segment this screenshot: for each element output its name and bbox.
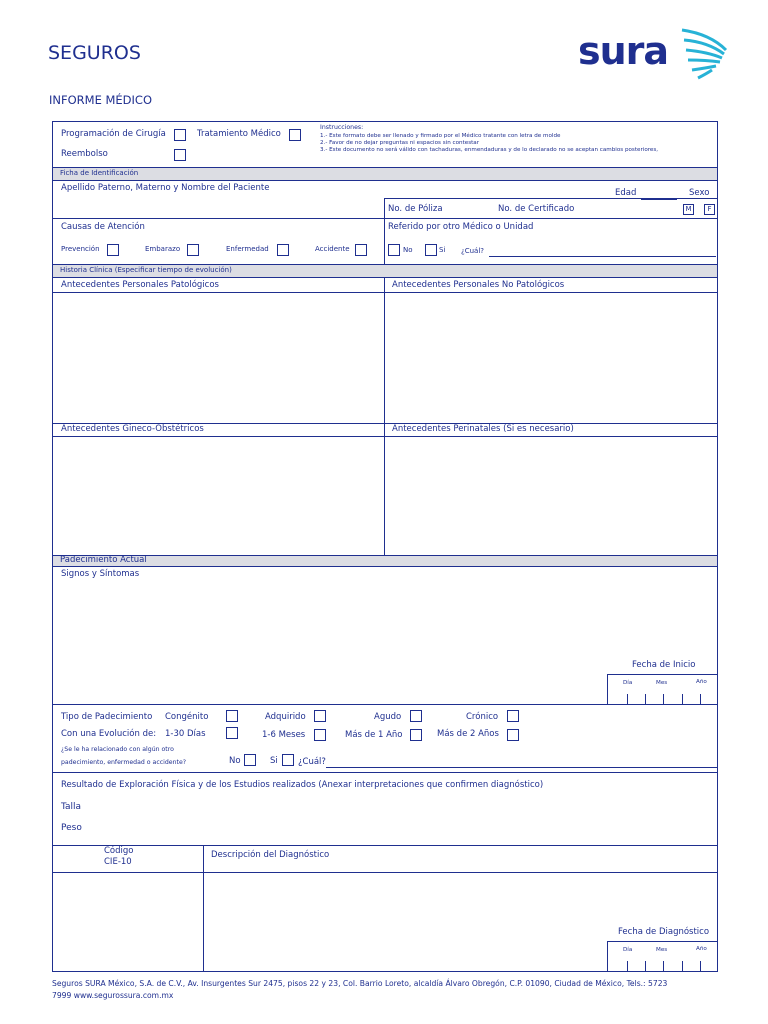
- referido-cual-label: ¿Cuál?: [461, 247, 484, 255]
- sura-logo: [578, 26, 724, 82]
- congenito-label: Congénito: [165, 712, 209, 722]
- agudo-checkbox[interactable]: [410, 710, 422, 722]
- relacion-label-1: ¿Se le ha relacionado con algún otro: [61, 746, 174, 753]
- wing-icon: [680, 26, 730, 82]
- instruction-1: 1.- Este formato debe ser llenado y firmado por el Médico tratante con letra de molde: [320, 133, 561, 139]
- embarazo-checkbox[interactable]: [187, 244, 199, 256]
- accidente-checkbox[interactable]: [355, 244, 367, 256]
- enfermedad-checkbox[interactable]: [277, 244, 289, 256]
- tratamiento-label: Tratamiento Médico: [197, 129, 281, 139]
- talla-label: Talla: [61, 802, 82, 812]
- mas1-checkbox[interactable]: [410, 729, 422, 741]
- referido-si-label: Si: [439, 246, 446, 254]
- embarazo-label: Embarazo: [145, 245, 181, 253]
- cronico-label: Crónico: [466, 712, 499, 722]
- sexo-f-checkbox[interactable]: F: [704, 204, 715, 215]
- cronico-checkbox[interactable]: [507, 710, 519, 722]
- padecimiento-section-bar: [53, 556, 717, 566]
- peso-label: Peso: [61, 823, 82, 833]
- referido-cual-field[interactable]: [489, 256, 716, 257]
- reembolso-label: Reembolso: [61, 149, 108, 159]
- signos-field[interactable]: [53, 582, 603, 704]
- fecha-diagnostico-label: Fecha de Diagnóstico: [618, 927, 710, 937]
- instruction-2: 2.- Favor de no dejar preguntas ni espacios sin contestar: [320, 140, 480, 146]
- prevencion-label: Prevención: [61, 245, 100, 253]
- footer-line-1: Seguros SURA México, S.A. de C.V., Av. Insurgentes Sur 2475, pisos 22 y 23, Col. Barrio Loreto, alcaldía Álvaro Obregón, C.P. 01090, Ciudad de México, Tels.: 5723: [52, 979, 668, 988]
- codigo-field[interactable]: [53, 873, 203, 971]
- descripcion-label: Descripción del Diagnóstico: [211, 850, 330, 860]
- page-title: INFORME MÉDICO: [49, 93, 153, 107]
- congenito-checkbox[interactable]: [226, 710, 238, 722]
- d1-30-label: 1-30 Días: [165, 729, 206, 739]
- app-label: Antecedentes Personales Patológicos: [61, 280, 219, 290]
- relacion-si-label: Si: [270, 756, 278, 766]
- edad-field[interactable]: [641, 199, 677, 200]
- instructions-title: Instrucciones:: [320, 124, 364, 131]
- footer-line-2: 7999 www.segurossura.com.mx: [52, 991, 174, 1000]
- ficha-section-title: Ficha de Identificación: [60, 169, 139, 177]
- evolucion-label: Con una Evolución de:: [61, 729, 157, 739]
- relacion-label-2: padecimiento, enfermedad o accidente?: [61, 759, 187, 766]
- reembolso-checkbox[interactable]: [174, 149, 186, 161]
- mas1-label: Más de 1 Año: [345, 730, 403, 740]
- mas2-checkbox[interactable]: [507, 729, 519, 741]
- historia-section-title: Historia Clínica (Especificar tiempo de evolución): [60, 266, 232, 274]
- adquirido-checkbox[interactable]: [314, 710, 326, 722]
- cie-label: CIE-10: [104, 857, 132, 867]
- peso-field[interactable]: [90, 821, 710, 837]
- fecha-inicio-dia-label: Día: [623, 680, 633, 686]
- mas2-label: Más de 2 Años: [437, 729, 499, 739]
- fecha-diagnostico-dia-label: Día: [623, 947, 633, 953]
- agudo-label: Agudo: [374, 712, 402, 722]
- relacion-cual-label: ¿Cuál?: [298, 757, 326, 767]
- ago-field[interactable]: [53, 437, 384, 555]
- d1-30-checkbox[interactable]: [226, 727, 238, 739]
- relacion-cual-field[interactable]: [326, 767, 717, 768]
- sexo-label: Sexo: [689, 188, 710, 198]
- edad-label: Edad: [615, 188, 637, 198]
- referido-si-checkbox[interactable]: [425, 244, 437, 256]
- fecha-diagnostico-mes-label: Mes: [656, 947, 668, 953]
- exploracion-label: Resultado de Exploración Física y de los Estudios realizados (Anexar interpretaciones que confirmen diagnóstico): [61, 780, 544, 790]
- signos-label: Signos y Síntomas: [61, 569, 140, 579]
- prevencion-checkbox[interactable]: [107, 244, 119, 256]
- programacion-checkbox[interactable]: [174, 129, 186, 141]
- relacion-no-label: No: [229, 756, 241, 766]
- referido-no-label: No: [403, 246, 413, 254]
- ago-label: Antecedentes Gineco-Obstétricos: [61, 424, 204, 434]
- talla-field[interactable]: [90, 800, 710, 816]
- referido-label: Referido por otro Médico o Unidad: [388, 222, 534, 232]
- fecha-inicio-label: Fecha de Inicio: [632, 660, 696, 670]
- app-field[interactable]: [53, 293, 384, 423]
- instruction-3: 3.- Este documento no será válido con tachaduras, enmendaduras y de lo declarado no se aceptan cambios posteriores,: [320, 147, 659, 153]
- enfermedad-label: Enfermedad: [226, 245, 269, 253]
- referido-no-checkbox[interactable]: [388, 244, 400, 256]
- codigo-label: Código: [104, 846, 134, 856]
- nombre-label: Apellido Paterno, Materno y Nombre del Paciente: [61, 183, 270, 193]
- accidente-label: Accidente: [315, 245, 350, 253]
- apnp-field[interactable]: [385, 293, 717, 423]
- relacion-no-checkbox[interactable]: [244, 754, 256, 766]
- programacion-label: Programación de Cirugía: [61, 129, 166, 139]
- sexo-m-checkbox[interactable]: M: [683, 204, 694, 215]
- ficha-section-bar: [53, 168, 717, 180]
- aper-label: Antecedentes Perinatales (Si es necesario): [392, 424, 574, 434]
- certificado-label: No. de Certificado: [498, 204, 575, 214]
- adquirido-label: Adquirido: [265, 712, 306, 722]
- descripcion-field[interactable]: [204, 873, 604, 971]
- brand-title: SEGUROS: [48, 42, 141, 64]
- fecha-inicio-anio-label: Año: [696, 679, 707, 685]
- m1-6-label: 1-6 Meses: [262, 730, 306, 740]
- causas-label: Causas de Atención: [61, 222, 145, 232]
- m1-6-checkbox[interactable]: [314, 729, 326, 741]
- apnp-label: Antecedentes Personales No Patológicos: [392, 280, 565, 290]
- tipo-label: Tipo de Padecimiento: [61, 712, 153, 722]
- logo-text: sura: [578, 29, 669, 73]
- tratamiento-checkbox[interactable]: [289, 129, 301, 141]
- fecha-inicio-mes-label: Mes: [656, 680, 668, 686]
- padecimiento-section-title: Padecimiento Actual: [60, 555, 147, 565]
- poliza-label: No. de Póliza: [388, 204, 443, 214]
- fecha-diagnostico-anio-label: Año: [696, 946, 707, 952]
- relacion-si-checkbox[interactable]: [282, 754, 294, 766]
- aper-field[interactable]: [385, 437, 717, 555]
